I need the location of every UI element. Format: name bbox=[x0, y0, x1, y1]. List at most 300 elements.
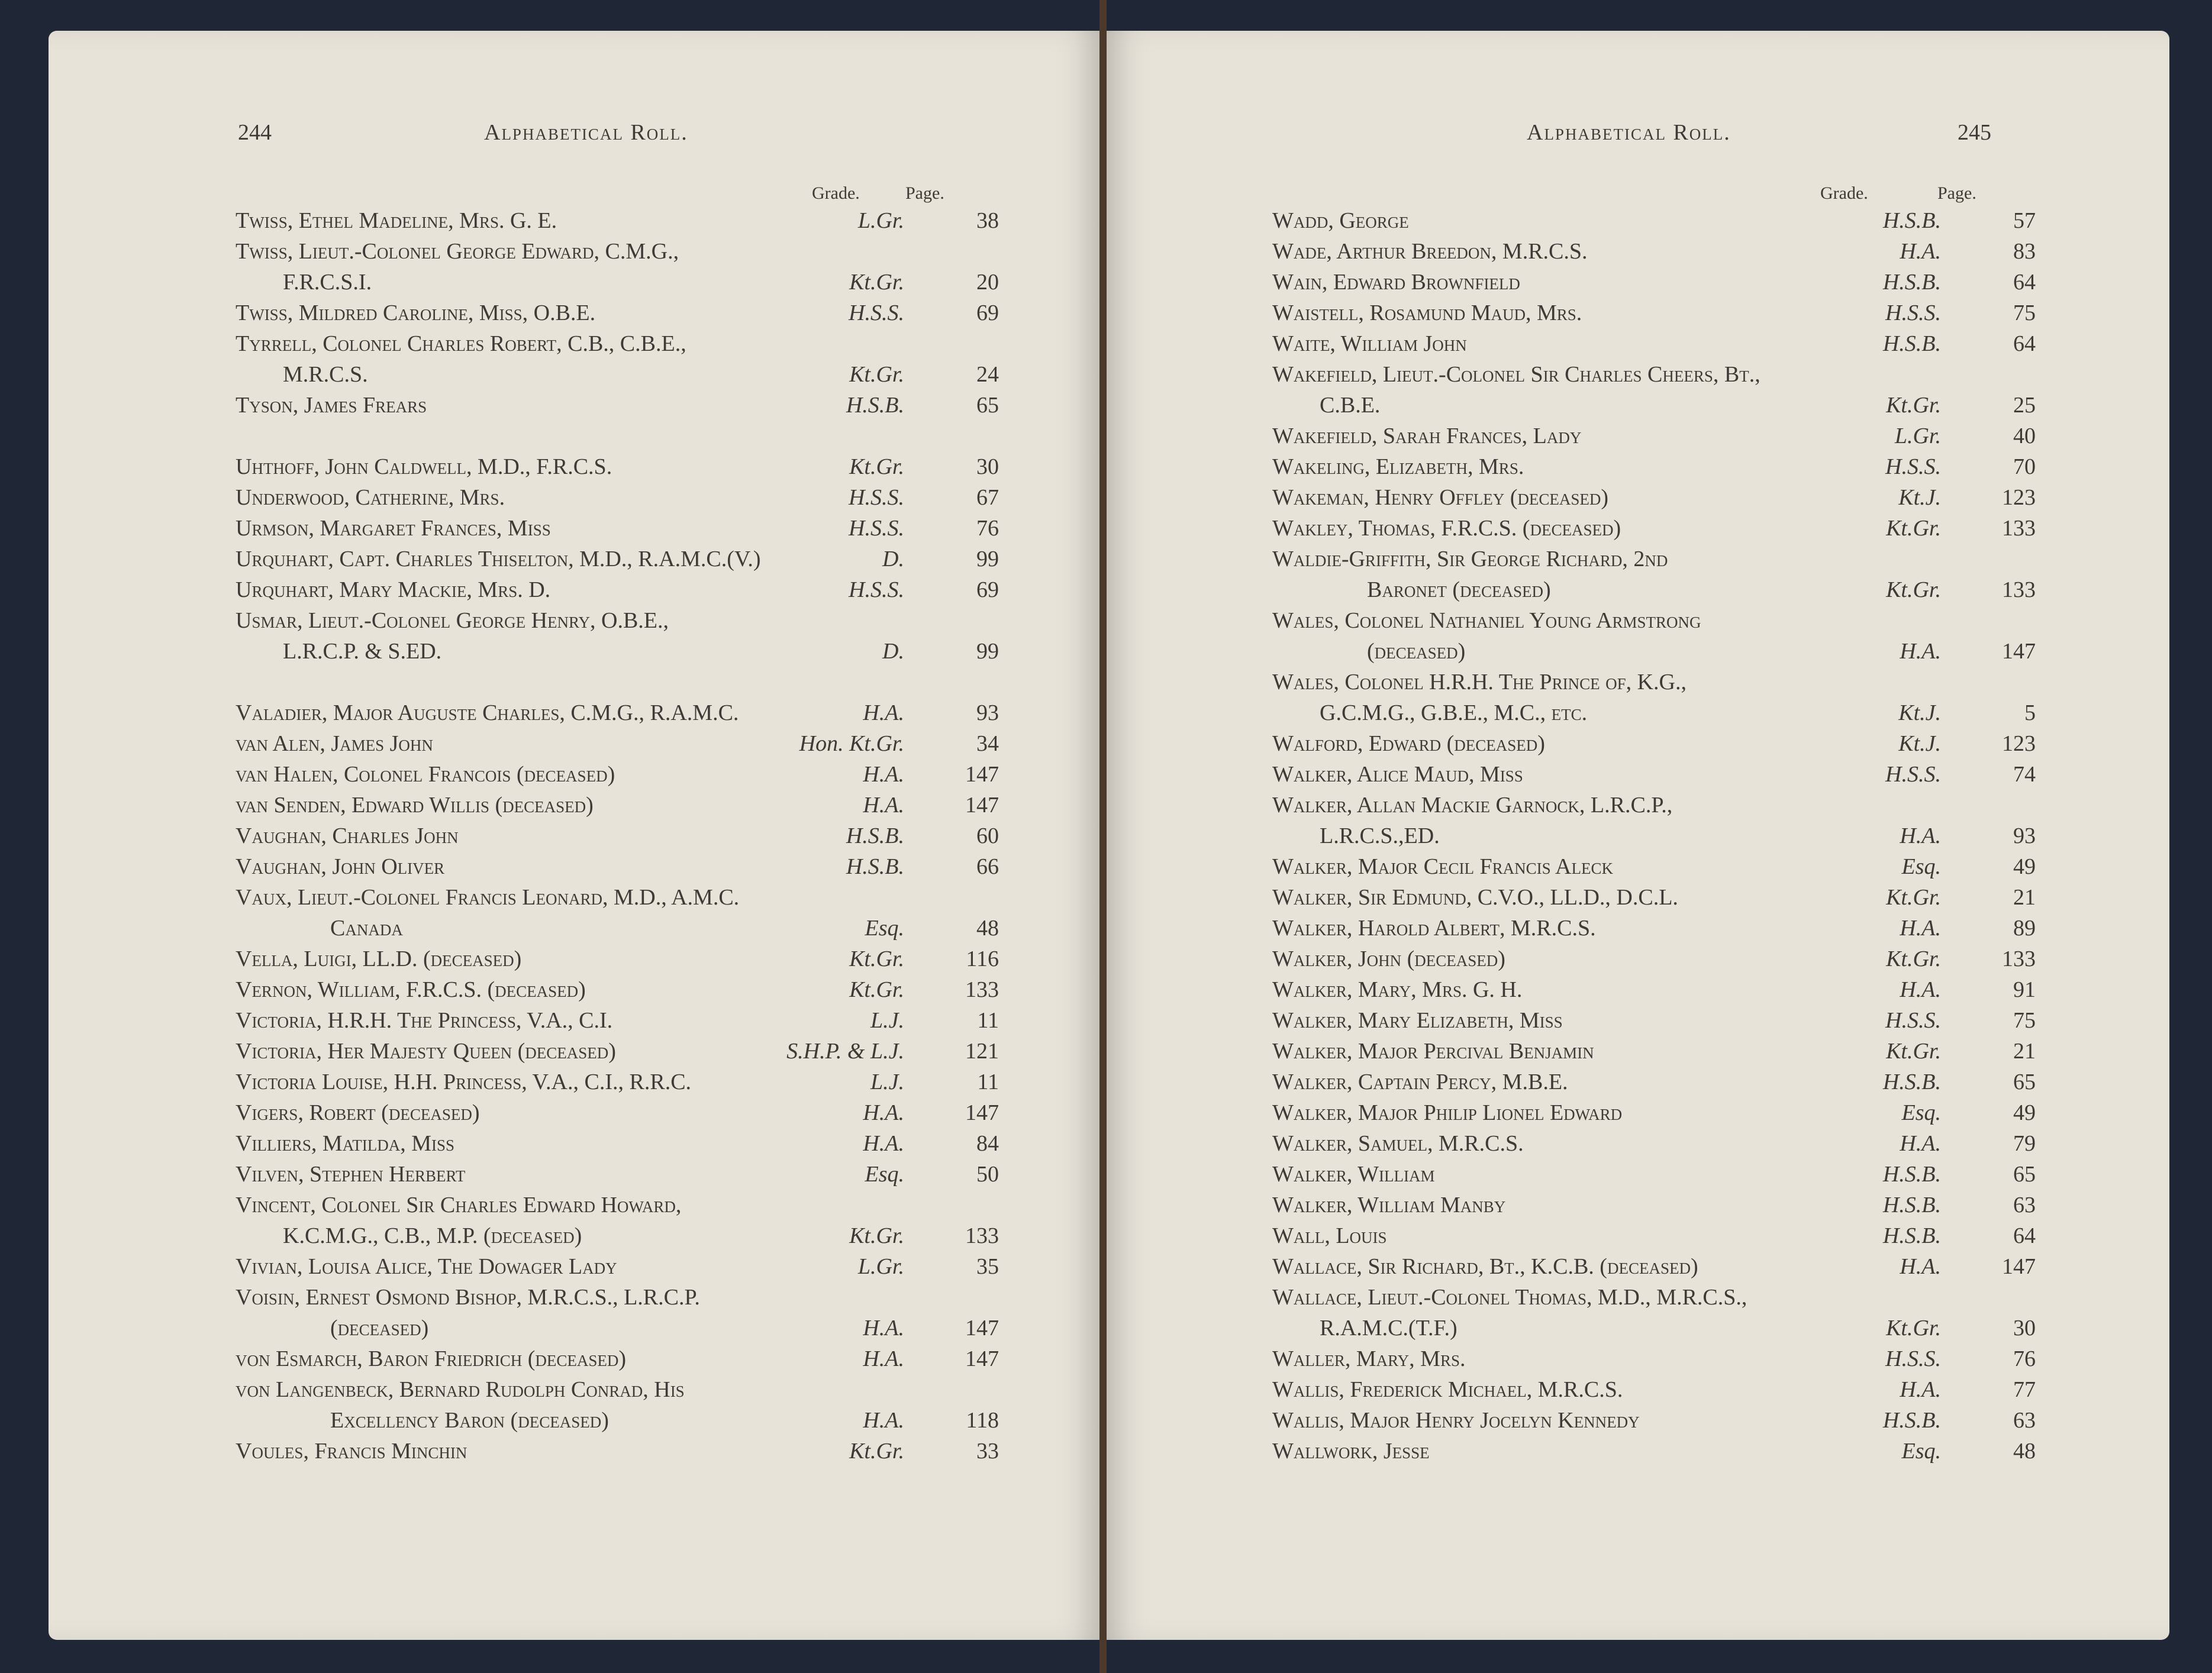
entry-name: Wallis, Major Henry Jocelyn Kennedy bbox=[1272, 1408, 1640, 1433]
entry-row bbox=[1272, 390, 2036, 421]
entry-page: 75 bbox=[2013, 1008, 2036, 1033]
entry-row bbox=[236, 236, 999, 267]
entry-grade: H.S.S. bbox=[849, 577, 904, 602]
entry-name: Underwood, Catherine, Mrs. bbox=[236, 485, 505, 510]
entry-page: 69 bbox=[976, 301, 999, 325]
entry-row bbox=[1272, 359, 2036, 390]
entry-row bbox=[236, 1343, 999, 1374]
entry-grade: Esq. bbox=[1901, 854, 1941, 879]
entry-name: (deceased) bbox=[330, 1316, 429, 1341]
entry-row bbox=[236, 759, 999, 790]
entry-row bbox=[236, 697, 999, 728]
entry-name: Walker, Captain Percy, M.B.E. bbox=[1272, 1070, 1568, 1094]
entry-row bbox=[236, 267, 999, 298]
entry-row bbox=[1272, 697, 2036, 728]
entry-name: Waite, William John bbox=[1272, 331, 1467, 356]
entry-name: L.R.C.P. & S.ED. bbox=[283, 639, 442, 664]
entry-row bbox=[236, 851, 999, 882]
entry-page: 30 bbox=[2013, 1316, 2036, 1341]
entry-row bbox=[236, 1405, 999, 1436]
entry-page: 64 bbox=[2013, 270, 2036, 295]
entry-row bbox=[1272, 1005, 2036, 1036]
entry-name: Walker, Major Percival Benjamin bbox=[1272, 1039, 1594, 1064]
entry-name: van Halen, Colonel Francois (deceased) bbox=[236, 762, 615, 787]
entry-grade: H.S.B. bbox=[1882, 1193, 1941, 1217]
entry-row bbox=[236, 821, 999, 851]
entry-row bbox=[236, 328, 999, 359]
entry-row bbox=[236, 544, 999, 574]
entry-page: 21 bbox=[2013, 885, 2036, 910]
entry-page: 147 bbox=[965, 1316, 999, 1341]
entry-grade: H.S.B. bbox=[846, 393, 904, 418]
entry-row bbox=[236, 974, 999, 1005]
entry-name: Victoria, H.R.H. The Princess, V.A., C.I. bbox=[236, 1008, 613, 1033]
entry-row bbox=[1272, 1436, 2036, 1467]
entry-row bbox=[236, 1036, 999, 1067]
entry-row bbox=[1272, 913, 2036, 944]
entry-grade: H.A. bbox=[1900, 823, 1941, 848]
entry-row bbox=[1272, 1343, 2036, 1374]
entry-name: Wallace, Lieut.-Colonel Thomas, M.D., M.R.C.S., bbox=[1272, 1285, 1747, 1310]
entry-list bbox=[236, 205, 999, 1467]
entry-grade: H.S.B. bbox=[1882, 1223, 1941, 1248]
entry-name: Walker, Mary, Mrs. G. H. bbox=[1272, 977, 1523, 1002]
entry-grade: Kt.Gr. bbox=[1886, 516, 1941, 541]
entry-grade: H.S.S. bbox=[1885, 454, 1941, 479]
entry-grade: H.A. bbox=[1900, 1377, 1941, 1402]
entry-name: Villiers, Matilda, Miss bbox=[236, 1131, 455, 1156]
entry-name: Wain, Edward Brownfield bbox=[1272, 270, 1520, 295]
entry-name: F.R.C.S.I. bbox=[283, 270, 372, 295]
entry-page: 65 bbox=[2013, 1162, 2036, 1187]
entry-name: Twiss, Lieut.-Colonel George Edward, C.M.G., bbox=[236, 239, 679, 264]
entry-page: 76 bbox=[2013, 1346, 2036, 1371]
entry-page: 133 bbox=[965, 977, 999, 1002]
entry-row bbox=[1272, 1251, 2036, 1282]
section-gap bbox=[236, 421, 999, 451]
book-spine bbox=[1099, 0, 1107, 1673]
entry-name: Wallis, Frederick Michael, M.R.C.S. bbox=[1272, 1377, 1623, 1402]
entry-name: Wallwork, Jesse bbox=[1272, 1439, 1430, 1464]
entry-page: 11 bbox=[977, 1070, 999, 1094]
entry-name: Canada bbox=[330, 916, 403, 941]
entry-name: Walker, Harold Albert, M.R.C.S. bbox=[1272, 916, 1596, 941]
entry-page: 99 bbox=[976, 639, 999, 664]
entry-list bbox=[1272, 205, 2036, 1467]
entry-name: von Esmarch, Baron Friedrich (deceased) bbox=[236, 1346, 627, 1371]
running-head: Alphabetical Roll. bbox=[1527, 120, 1731, 145]
entry-grade: S.H.P. & L.J. bbox=[786, 1039, 904, 1064]
entry-name: Tyson, James Frears bbox=[236, 393, 427, 418]
entry-row bbox=[1272, 944, 2036, 974]
entry-name: Baronet (deceased) bbox=[1367, 577, 1551, 602]
entry-name: Vernon, William, F.R.C.S. (deceased) bbox=[236, 977, 586, 1002]
entry-page: 147 bbox=[965, 793, 999, 818]
entry-page: 76 bbox=[976, 516, 999, 541]
entry-row bbox=[236, 390, 999, 421]
entry-row bbox=[236, 1251, 999, 1282]
entry-row bbox=[1272, 267, 2036, 298]
entry-row bbox=[1272, 974, 2036, 1005]
entry-page: 57 bbox=[2013, 208, 2036, 233]
entry-name: R.A.M.C.(T.F.) bbox=[1320, 1316, 1458, 1341]
entry-name: Victoria, Her Majesty Queen (deceased) bbox=[236, 1039, 616, 1064]
running-head: Alphabetical Roll. bbox=[484, 120, 688, 145]
entry-grade: D. bbox=[882, 639, 904, 664]
entry-page: 11 bbox=[977, 1008, 999, 1033]
entry-page: 89 bbox=[2013, 916, 2036, 941]
entry-page: 40 bbox=[2013, 424, 2036, 448]
entry-page: 147 bbox=[965, 1346, 999, 1371]
entry-grade: H.A. bbox=[863, 700, 904, 725]
entry-grade: Kt.J. bbox=[1898, 700, 1941, 725]
entry-row bbox=[1272, 1313, 2036, 1343]
entry-page: 66 bbox=[976, 854, 999, 879]
entry-page: 25 bbox=[2013, 393, 2036, 418]
entry-page: 63 bbox=[2013, 1408, 2036, 1433]
entry-page: 99 bbox=[976, 547, 999, 571]
entry-name: Waldie-Griffith, Sir George Richard, 2nd bbox=[1272, 547, 1668, 571]
entry-name: Usmar, Lieut.-Colonel George Henry, O.B.E., bbox=[236, 608, 669, 633]
entry-grade: H.S.B. bbox=[1882, 331, 1941, 356]
entry-page: 83 bbox=[2013, 239, 2036, 264]
entry-name: Tyrrell, Colonel Charles Robert, C.B., C.B.E., bbox=[236, 331, 686, 356]
entry-row bbox=[1272, 298, 2036, 328]
entry-grade: H.S.S. bbox=[1885, 301, 1941, 325]
entry-grade: Kt.Gr. bbox=[849, 947, 904, 971]
entry-page: 64 bbox=[2013, 1223, 2036, 1248]
entry-row bbox=[1272, 1282, 2036, 1313]
entry-name: Walford, Edward (deceased) bbox=[1272, 731, 1545, 756]
entry-grade: H.A. bbox=[863, 1131, 904, 1156]
entry-page: 147 bbox=[2002, 1254, 2036, 1279]
entry-name: Wakley, Thomas, F.R.C.S. (deceased) bbox=[1272, 516, 1621, 541]
entry-row bbox=[236, 359, 999, 390]
entry-name: (deceased) bbox=[1367, 639, 1466, 664]
entry-row bbox=[236, 882, 999, 913]
entry-grade: H.A. bbox=[1900, 1254, 1941, 1279]
entry-grade: Kt.Gr. bbox=[1886, 1316, 1941, 1341]
entry-grade: H.A. bbox=[1900, 239, 1941, 264]
entry-name: Vaughan, Charles John bbox=[236, 823, 459, 848]
entry-name: Wakefield, Sarah Frances, Lady bbox=[1272, 424, 1582, 448]
entry-name: L.R.C.S.,ED. bbox=[1320, 823, 1440, 848]
entry-page: 93 bbox=[2013, 823, 2036, 848]
entry-row bbox=[1272, 851, 2036, 882]
entry-name: K.C.M.G., C.B., M.P. (deceased) bbox=[283, 1223, 582, 1248]
entry-grade: H.A. bbox=[1900, 977, 1941, 1002]
entry-grade: H.A. bbox=[1900, 1131, 1941, 1156]
entry-page: 91 bbox=[2013, 977, 2036, 1002]
entry-page: 75 bbox=[2013, 301, 2036, 325]
entry-page: 147 bbox=[965, 762, 999, 787]
entry-page: 133 bbox=[2002, 947, 2036, 971]
entry-row bbox=[1272, 421, 2036, 451]
page-number: 245 bbox=[1958, 120, 1991, 145]
entry-name: Excellency Baron (deceased) bbox=[330, 1408, 609, 1433]
entry-row bbox=[1272, 882, 2036, 913]
entry-name: Walker, Major Philip Lionel Edward bbox=[1272, 1100, 1623, 1125]
entry-name: Wales, Colonel H.R.H. The Prince of, K.G., bbox=[1272, 670, 1687, 695]
entry-row bbox=[1272, 728, 2036, 759]
entry-page: 65 bbox=[2013, 1070, 2036, 1094]
entry-row bbox=[1272, 205, 2036, 236]
entry-page: 64 bbox=[2013, 331, 2036, 356]
entry-grade: H.S.B. bbox=[846, 854, 904, 879]
entry-page: 133 bbox=[2002, 516, 2036, 541]
entry-row bbox=[1272, 1128, 2036, 1159]
entry-name: G.C.M.G., G.B.E., M.C., etc. bbox=[1320, 700, 1588, 725]
entry-page: 24 bbox=[976, 362, 999, 387]
entry-grade: H.S.B. bbox=[1882, 1408, 1941, 1433]
entry-name: Voisin, Ernest Osmond Bishop, M.R.C.S., L.R.C.P. bbox=[236, 1285, 700, 1310]
entry-page: 133 bbox=[2002, 577, 2036, 602]
entry-row bbox=[1272, 790, 2036, 821]
entry-name: von Langenbeck, Bernard Rudolph Conrad, His bbox=[236, 1377, 685, 1402]
entry-grade: L.Gr. bbox=[857, 208, 904, 233]
entry-row bbox=[236, 728, 999, 759]
entry-page: 116 bbox=[966, 947, 999, 971]
entry-name: Twiss, Mildred Caroline, Miss, O.B.E. bbox=[236, 301, 596, 325]
entry-row bbox=[236, 205, 999, 236]
entry-name: Wakeman, Henry Offley (deceased) bbox=[1272, 485, 1609, 510]
entry-grade: Esq. bbox=[865, 1162, 904, 1187]
entry-row bbox=[236, 298, 999, 328]
entry-grade: Hon. Kt.Gr. bbox=[799, 731, 904, 756]
left-page bbox=[49, 31, 1099, 1640]
entry-name: Urmson, Margaret Frances, Miss bbox=[236, 516, 551, 541]
entry-grade: H.S.B. bbox=[1882, 208, 1941, 233]
entry-page: 49 bbox=[2013, 1100, 2036, 1125]
entry-row bbox=[236, 944, 999, 974]
entry-name: Walker, Mary Elizabeth, Miss bbox=[1272, 1008, 1563, 1033]
entry-grade: H.A. bbox=[1900, 639, 1941, 664]
entry-row bbox=[1272, 759, 2036, 790]
entry-page: 20 bbox=[976, 270, 999, 295]
entry-grade: Kt.Gr. bbox=[1886, 393, 1941, 418]
entry-row bbox=[1272, 1405, 2036, 1436]
entry-row bbox=[236, 913, 999, 944]
entry-name: Walker, Alice Maud, Miss bbox=[1272, 762, 1523, 787]
entry-name: Vivian, Louisa Alice, The Dowager Lady bbox=[236, 1254, 617, 1279]
entry-row bbox=[1272, 636, 2036, 667]
entry-row bbox=[236, 1313, 999, 1343]
page-number: 244 bbox=[238, 120, 272, 145]
entry-page: 49 bbox=[2013, 854, 2036, 879]
entry-grade: Kt.Gr. bbox=[849, 1439, 904, 1464]
entry-grade: Kt.Gr. bbox=[849, 1223, 904, 1248]
entry-row bbox=[236, 1220, 999, 1251]
entry-row bbox=[236, 1005, 999, 1036]
entry-name: Wall, Louis bbox=[1272, 1223, 1387, 1248]
entry-name: Wallace, Sir Richard, Bt., K.C.B. (deceased) bbox=[1272, 1254, 1698, 1279]
entry-name: Wales, Colonel Nathaniel Young Armstrong bbox=[1272, 608, 1701, 633]
entry-name: Vilven, Stephen Herbert bbox=[236, 1162, 466, 1187]
entry-row bbox=[1272, 482, 2036, 513]
entry-page: 21 bbox=[2013, 1039, 2036, 1064]
entry-row bbox=[1272, 574, 2036, 605]
entry-name: Waistell, Rosamund Maud, Mrs. bbox=[1272, 301, 1582, 325]
right-page bbox=[1107, 31, 2169, 1640]
entry-grade: H.S.B. bbox=[1882, 1070, 1941, 1094]
entry-row bbox=[1272, 451, 2036, 482]
entry-grade: Kt.Gr. bbox=[1886, 1039, 1941, 1064]
entry-page: 38 bbox=[976, 208, 999, 233]
entry-grade: H.S.S. bbox=[849, 485, 904, 510]
entry-row bbox=[236, 1097, 999, 1128]
entry-row bbox=[1272, 1374, 2036, 1405]
entry-row bbox=[236, 574, 999, 605]
entry-row bbox=[1272, 1220, 2036, 1251]
grade-column-header: Grade. bbox=[1820, 183, 1868, 203]
entry-grade: Kt.J. bbox=[1898, 731, 1941, 756]
entry-row bbox=[236, 1128, 999, 1159]
entry-page: 77 bbox=[2013, 1377, 2036, 1402]
entry-page: 65 bbox=[976, 393, 999, 418]
entry-page: 67 bbox=[976, 485, 999, 510]
entry-grade: H.S.B. bbox=[846, 823, 904, 848]
entry-grade: Esq. bbox=[1901, 1439, 1941, 1464]
entry-row bbox=[1272, 236, 2036, 267]
entry-row bbox=[236, 482, 999, 513]
entry-row bbox=[236, 605, 999, 636]
entry-grade: D. bbox=[882, 547, 904, 571]
entry-row bbox=[236, 1159, 999, 1190]
entry-name: van Alen, James John bbox=[236, 731, 433, 756]
page-column-header: Page. bbox=[1937, 183, 1976, 203]
entry-grade: Kt.J. bbox=[1898, 485, 1941, 510]
entry-grade: H.A. bbox=[863, 1346, 904, 1371]
entry-grade: H.S.S. bbox=[849, 516, 904, 541]
entry-grade: H.A. bbox=[863, 1408, 904, 1433]
entry-page: 63 bbox=[2013, 1193, 2036, 1217]
entry-page: 133 bbox=[965, 1223, 999, 1248]
entry-page: 84 bbox=[976, 1131, 999, 1156]
entry-row bbox=[236, 1374, 999, 1405]
entry-name: Vaughan, John Oliver bbox=[236, 854, 445, 879]
entry-name: Walker, Major Cecil Francis Aleck bbox=[1272, 854, 1613, 879]
entry-row bbox=[236, 1190, 999, 1220]
entry-page: 34 bbox=[976, 731, 999, 756]
entry-name: Vincent, Colonel Sir Charles Edward Howard, bbox=[236, 1193, 682, 1217]
entry-page: 5 bbox=[2024, 700, 2036, 725]
entry-row bbox=[236, 636, 999, 667]
entry-name: Wakeling, Elizabeth, Mrs. bbox=[1272, 454, 1524, 479]
entry-row bbox=[236, 1067, 999, 1097]
page-column-header: Page. bbox=[905, 183, 944, 203]
entry-grade: H.A. bbox=[863, 1100, 904, 1125]
entry-grade: L.J. bbox=[870, 1008, 904, 1033]
entry-row bbox=[236, 451, 999, 482]
entry-name: Walker, Sir Edmund, C.V.O., LL.D., D.C.L. bbox=[1272, 885, 1678, 910]
entry-row bbox=[1272, 513, 2036, 544]
entry-row bbox=[1272, 1190, 2036, 1220]
entry-grade: H.S.S. bbox=[1885, 762, 1941, 787]
entry-grade: Kt.Gr. bbox=[849, 362, 904, 387]
entry-name: Twiss, Ethel Madeline, Mrs. G. E. bbox=[236, 208, 557, 233]
entry-grade: H.S.B. bbox=[1882, 270, 1941, 295]
entry-grade: H.S.S. bbox=[1885, 1346, 1941, 1371]
entry-row bbox=[236, 790, 999, 821]
entry-page: 118 bbox=[966, 1408, 999, 1433]
entry-page: 121 bbox=[965, 1039, 999, 1064]
entry-row bbox=[1272, 1036, 2036, 1067]
entry-grade: H.S.S. bbox=[1885, 1008, 1941, 1033]
entry-grade: Kt.Gr. bbox=[1886, 577, 1941, 602]
entry-name: van Senden, Edward Willis (deceased) bbox=[236, 793, 594, 818]
entry-page: 74 bbox=[2013, 762, 2036, 787]
entry-name: Wadd, George bbox=[1272, 208, 1409, 233]
entry-name: Waller, Mary, Mrs. bbox=[1272, 1346, 1466, 1371]
entry-row bbox=[1272, 667, 2036, 697]
entry-name: Vella, Luigi, LL.D. (deceased) bbox=[236, 947, 522, 971]
entry-page: 30 bbox=[976, 454, 999, 479]
entry-name: Wakefield, Lieut.-Colonel Sir Charles Cheers, Bt., bbox=[1272, 362, 1760, 387]
entry-name: Wade, Arthur Breedon, M.R.C.S. bbox=[1272, 239, 1588, 264]
entry-row bbox=[1272, 605, 2036, 636]
entry-page: 147 bbox=[2002, 639, 2036, 664]
entry-grade: H.A. bbox=[1900, 916, 1941, 941]
entry-grade: H.A. bbox=[863, 762, 904, 787]
entry-row bbox=[1272, 1159, 2036, 1190]
entry-grade: Esq. bbox=[1901, 1100, 1941, 1125]
entry-name: M.R.C.S. bbox=[283, 362, 368, 387]
entry-page: 60 bbox=[976, 823, 999, 848]
entry-row bbox=[236, 513, 999, 544]
entry-grade: H.A. bbox=[863, 1316, 904, 1341]
entry-grade: H.S.B. bbox=[1882, 1162, 1941, 1187]
entry-row bbox=[236, 1282, 999, 1313]
entry-row bbox=[1272, 544, 2036, 574]
entry-page: 50 bbox=[976, 1162, 999, 1187]
entry-page: 79 bbox=[2013, 1131, 2036, 1156]
entry-grade: Kt.Gr. bbox=[1886, 885, 1941, 910]
entry-name: Uhthoff, John Caldwell, M.D., F.R.C.S. bbox=[236, 454, 612, 479]
entry-page: 123 bbox=[2002, 485, 2036, 510]
entry-grade: L.J. bbox=[870, 1070, 904, 1094]
entry-page: 147 bbox=[965, 1100, 999, 1125]
entry-page: 35 bbox=[976, 1254, 999, 1279]
entry-grade: Kt.Gr. bbox=[1886, 947, 1941, 971]
entry-row bbox=[236, 1436, 999, 1467]
entry-row bbox=[1272, 821, 2036, 851]
entry-name: Walker, William Manby bbox=[1272, 1193, 1506, 1217]
entry-name: Victoria Louise, H.H. Princess, V.A., C.I., R.R.C. bbox=[236, 1070, 692, 1094]
entry-name: Vigers, Robert (deceased) bbox=[236, 1100, 480, 1125]
entry-grade: H.A. bbox=[863, 793, 904, 818]
entry-name: Vaux, Lieut.-Colonel Francis Leonard, M.D., A.M.C. bbox=[236, 885, 740, 910]
entry-name: Urquhart, Mary Mackie, Mrs. D. bbox=[236, 577, 551, 602]
entry-name: C.B.E. bbox=[1320, 393, 1381, 418]
entry-name: Voules, Francis Minchin bbox=[236, 1439, 467, 1464]
entry-grade: Kt.Gr. bbox=[849, 977, 904, 1002]
entry-grade: Kt.Gr. bbox=[849, 270, 904, 295]
entry-name: Walker, John (deceased) bbox=[1272, 947, 1505, 971]
entry-page: 33 bbox=[976, 1439, 999, 1464]
entry-grade: Esq. bbox=[865, 916, 904, 941]
entry-page: 93 bbox=[976, 700, 999, 725]
entry-name: Walker, Samuel, M.R.C.S. bbox=[1272, 1131, 1524, 1156]
entry-name: Urquhart, Capt. Charles Thiselton, M.D., R.A.M.C.(V.) bbox=[236, 547, 761, 571]
entry-name: Walker, Allan Mackie Garnock, L.R.C.P., bbox=[1272, 793, 1673, 818]
entry-page: 70 bbox=[2013, 454, 2036, 479]
entry-row bbox=[1272, 1067, 2036, 1097]
entry-grade: L.Gr. bbox=[857, 1254, 904, 1279]
entry-page: 123 bbox=[2002, 731, 2036, 756]
entry-row bbox=[1272, 328, 2036, 359]
entry-grade: Kt.Gr. bbox=[849, 454, 904, 479]
entry-name: Walker, William bbox=[1272, 1162, 1435, 1187]
